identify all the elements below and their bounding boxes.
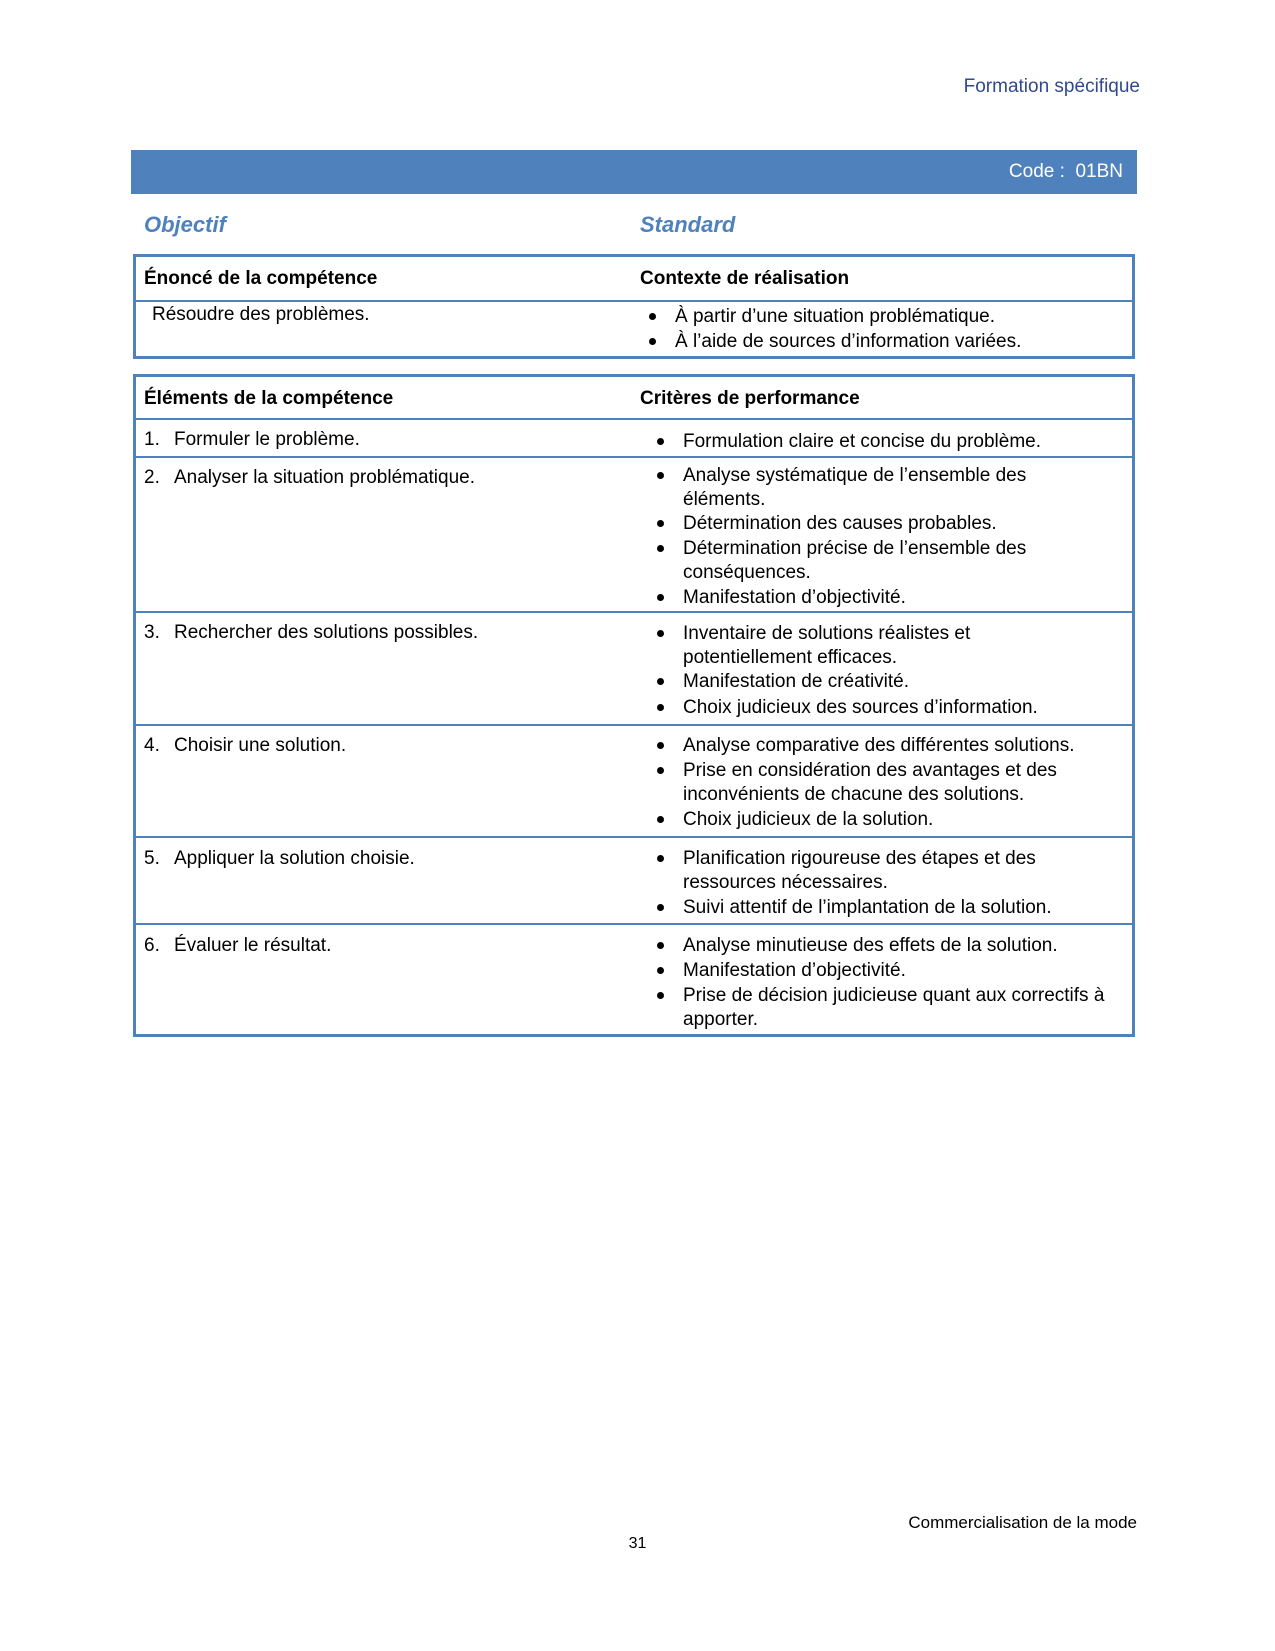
criterion: Prise de décision judicieuse quant aux correctifs à apporter. (683, 984, 1128, 1032)
divider (133, 418, 1135, 420)
element-text: Analyser la situation problématique. (174, 467, 476, 488)
element-number: 3. (144, 622, 160, 643)
criterion: Inventaire de solutions réalistes et potentiellement efficaces. (683, 622, 1003, 670)
code-value: 01BN (1075, 161, 1123, 182)
divider (133, 836, 1135, 838)
element-text: Formuler le problème. (174, 429, 360, 450)
element-text: Choisir une solution. (174, 735, 347, 756)
element-row-2 (144, 466, 475, 490)
criterion: Prise en considération des avantages et des inconvénients de chacune des solutions. (683, 759, 1093, 807)
element-row-6 (144, 934, 331, 958)
criterion: Détermination des causes probables. (683, 512, 1128, 536)
code-bar (131, 150, 1137, 194)
competence-statement-heading: Énoncé de la compétence (144, 268, 378, 289)
context-item: À l’aide de sources d’information variées. (675, 330, 1120, 354)
element-number: 5. (144, 848, 160, 869)
element-row-5 (144, 847, 415, 871)
context-item: À partir d’une situation problématique. (675, 305, 1120, 329)
page-number: 31 (628, 1535, 647, 1552)
section-title: Formation spécifique (963, 76, 1140, 97)
element-number: 6. (144, 935, 160, 956)
element-row-3 (144, 621, 478, 645)
criteria-heading: Critères de performance (640, 388, 860, 409)
divider (133, 724, 1135, 726)
element-row-1 (144, 428, 360, 452)
criterion: Suivi attentif de l’implantation de la solution. (683, 896, 1128, 920)
criterion: Analyse comparative des différentes solutions. (683, 734, 1128, 758)
criterion: Manifestation d’objectivité. (683, 959, 1128, 983)
criterion: Analyse systématique de l’ensemble des éléments. (683, 464, 1058, 512)
element-text: Évaluer le résultat. (174, 935, 332, 956)
footer-program: Commercialisation de la mode (908, 1513, 1137, 1532)
element-number: 1. (144, 429, 160, 450)
standard-heading: Standard (640, 212, 736, 237)
objective-heading: Objectif (144, 212, 226, 237)
divider (133, 456, 1135, 458)
criterion: Choix judicieux des sources d’information. (683, 696, 1128, 720)
element-row-4 (144, 734, 346, 758)
competence-statement: Résoudre des problèmes. (152, 304, 370, 325)
divider (133, 923, 1135, 925)
divider (133, 300, 1135, 302)
elements-heading: Éléments de la compétence (144, 388, 394, 409)
element-number: 2. (144, 467, 160, 488)
context-heading: Contexte de réalisation (640, 268, 850, 289)
criterion: Choix judicieux de la solution. (683, 808, 1128, 832)
criterion: Détermination précise de l’ensemble des conséquences. (683, 537, 1058, 585)
criterion: Analyse minutieuse des effets de la solution. (683, 934, 1128, 958)
divider (133, 611, 1135, 613)
element-number: 4. (144, 735, 160, 756)
element-text: Rechercher des solutions possibles. (174, 622, 479, 643)
criterion: Formulation claire et concise du problème. (683, 430, 1128, 454)
code-label (1009, 161, 1123, 183)
criterion: Manifestation d’objectivité. (683, 586, 1128, 610)
code-label-text: Code : (1008, 161, 1065, 182)
criterion: Manifestation de créativité. (683, 670, 1128, 694)
criterion: Planification rigoureuse des étapes et des ressources nécessaires. (683, 847, 1073, 895)
element-text: Appliquer la solution choisie. (174, 848, 415, 869)
